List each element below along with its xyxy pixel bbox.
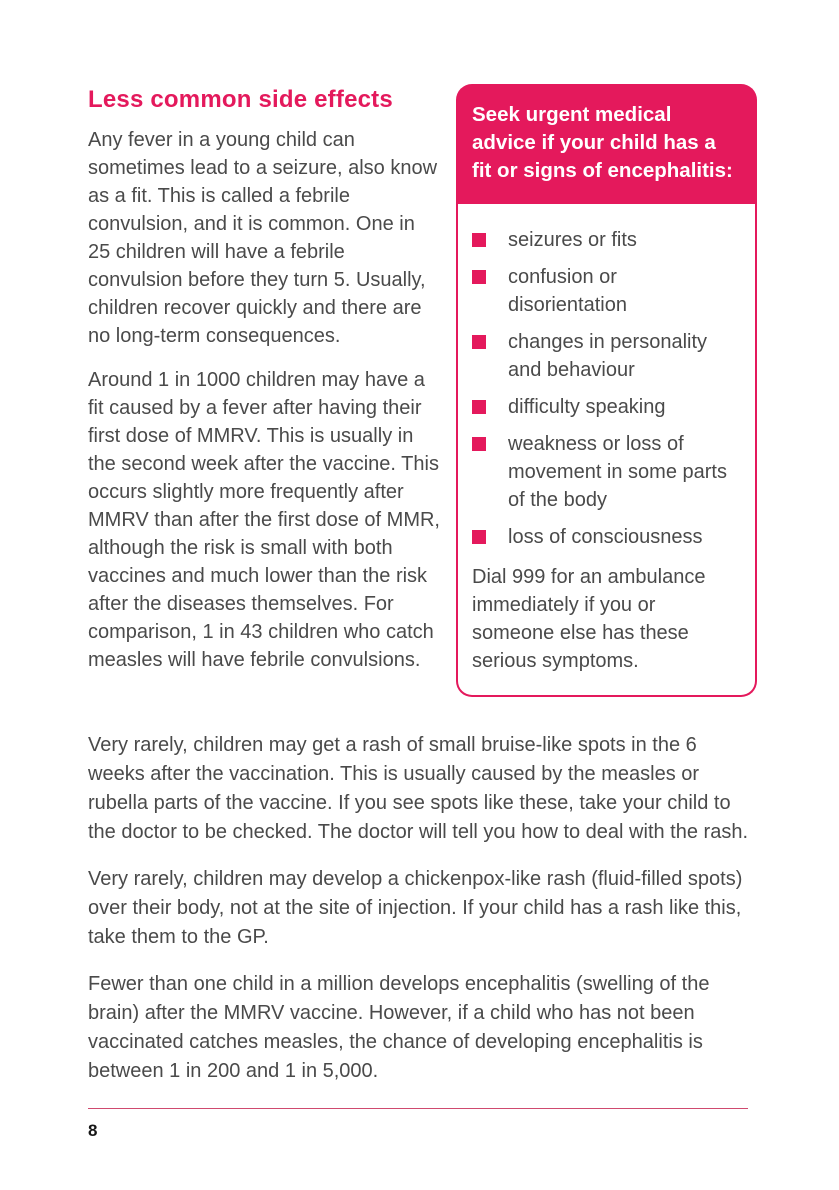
- list-item: [472, 263, 741, 319]
- list-item: [472, 226, 741, 254]
- left-paragraph-2: Around 1 in 1000 children may have a fit caused by a fever after having their first dose of MMRV. This is usually in the second week after the vaccine. This occurs slightly more frequently after MMRV than after the first dose of MMR, although the risk is small with both vaccines and much lower than the risk after the diseases themselves. For comparison, 1 in 43 children who catch measles will have febrile convulsions.: [88, 369, 440, 671]
- bottom-paragraph-3: Fewer than one child in a million develops encephalitis (swelling of the brain) after the MMRV vaccine. However, if a child who has not been vaccinated catches measles, the chance of developing encephalitis is between 1 in 200 and 1 in 5,000.: [88, 973, 710, 1082]
- page-number: 8: [88, 1121, 98, 1140]
- symptom-label: changes in personality and behaviour: [508, 331, 708, 381]
- symptom-label: weakness or loss of movement in some parts of the body: [508, 433, 727, 511]
- list-item: [472, 430, 741, 514]
- symptom-label: difficulty speaking: [508, 396, 666, 418]
- symptom-label: confusion or disorientation: [508, 266, 627, 316]
- square-bullet-icon: [472, 437, 486, 451]
- square-bullet-icon: [472, 233, 486, 247]
- dial-999-instruction: Dial 999 for an ambulance immediately if you or someone else has these serious symptoms.: [472, 566, 706, 672]
- left-text-column: [88, 84, 440, 690]
- list-item: [472, 328, 741, 384]
- square-bullet-icon: [472, 530, 486, 544]
- square-bullet-icon: [472, 400, 486, 414]
- callout-header: Seek urgent medical advice if your child has a fit or signs of encephalitis:: [456, 84, 757, 204]
- list-item: [472, 523, 741, 551]
- symptom-list: [472, 226, 741, 551]
- list-item: [472, 393, 741, 421]
- symptom-label: loss of consciousness: [508, 526, 703, 548]
- footer-divider-rule: [88, 1108, 748, 1109]
- section-heading: Less common side effects: [88, 86, 393, 113]
- two-column-section: [88, 84, 755, 697]
- symptom-label: seizures or fits: [508, 229, 637, 251]
- urgent-advice-callout-box: [456, 84, 757, 697]
- callout-body: [456, 204, 757, 697]
- square-bullet-icon: [472, 270, 486, 284]
- full-width-section: [88, 731, 755, 1086]
- bottom-paragraph-2: Very rarely, children may develop a chickenpox-like rash (fluid-filled spots) over their body, not at the site of injection. If your child has a rash like this, take them to the GP.: [88, 868, 743, 948]
- left-paragraph-1: Any fever in a young child can sometimes lead to a seizure, also know as a fit. This is called a febrile convulsion, and it is common. One in 25 children will have a febrile convulsion before they turn 5. Usually, children recover quickly and there are no long-term consequences.: [88, 129, 438, 347]
- bottom-paragraph-1: Very rarely, children may get a rash of small bruise-like spots in the 6 weeks after the vaccination. This is usually caused by the measles or rubella parts of the vaccine. If you see spots like these, take your child to the doctor to be checked. The doctor will tell you how to deal with the rash.: [88, 734, 748, 843]
- square-bullet-icon: [472, 335, 486, 349]
